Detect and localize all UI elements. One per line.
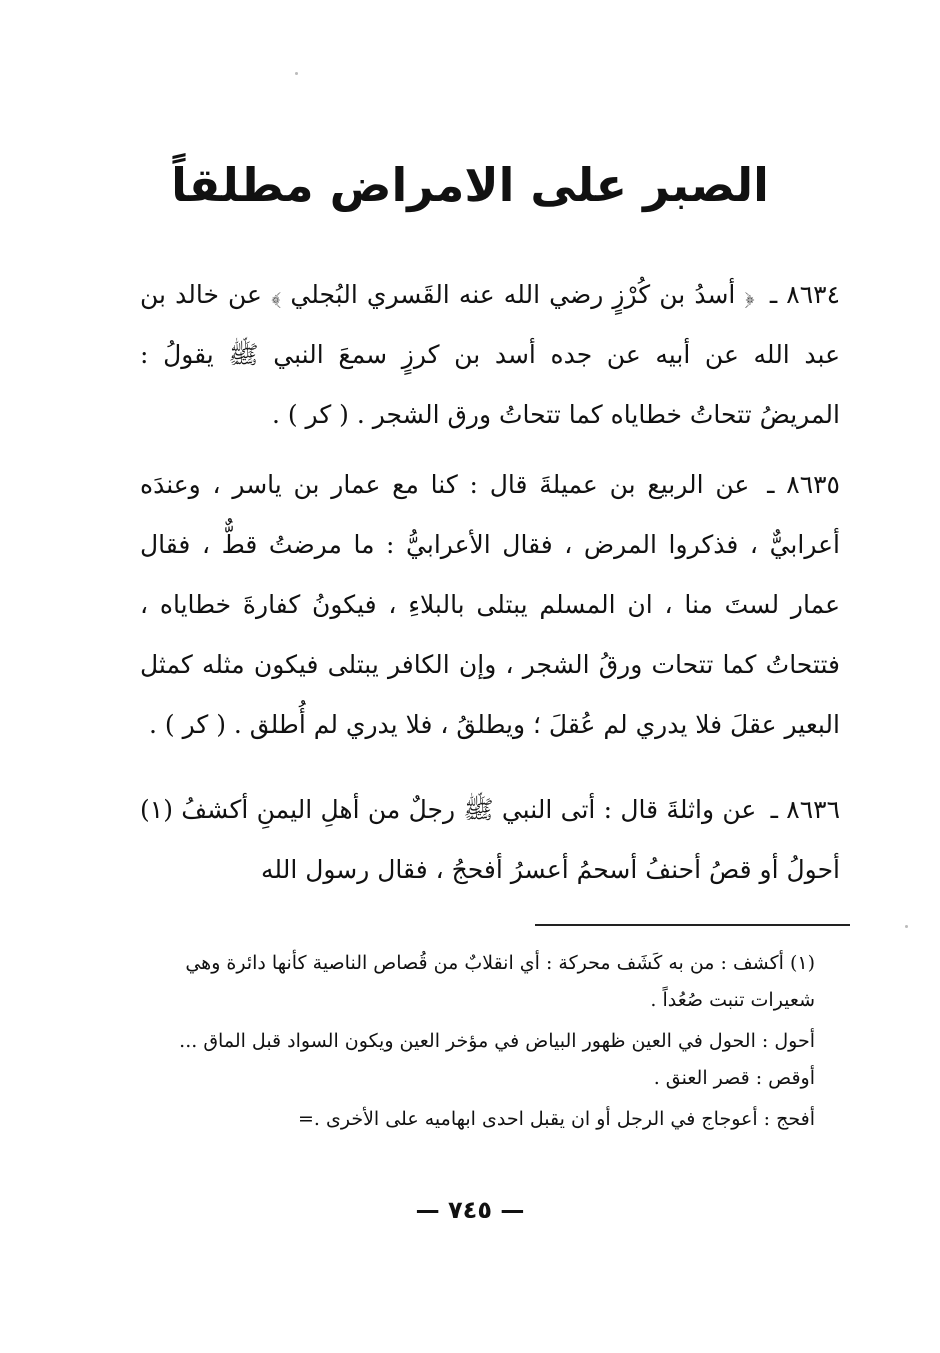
hadith-8635 [140, 455, 840, 755]
footnote-divider [535, 924, 850, 926]
scan-speck [905, 925, 908, 928]
footnote: أفحج : أعوجاج في الرجل أو ان يقبل احدى ابهاميه على الأخرى .= [297, 1108, 815, 1130]
hadith-number: ٨٦٣٤ ـ [769, 280, 841, 309]
hadith-text: عن الربيع بن عميلةَ قال : كنا مع عمار بن ياسر ، وعندَه أعرابيٌّ ، فذكروا المرض ، فقال الأعرابيُّ : ما مرضتُ قطٌّ ، فقال عمار لستَ منا ، ان المسلم يبتلى بالبلاءِ ، فيكونُ كفارةَ خطاياه ، فتتحاتُ كما تتحات ورقُ الشجر ، وإن الكافر يبتلى فيكون مثله كمثل البعير عقلَ فلا يدري لم عُقلَ ؛ ويطلقُ ، فلا يدري لم أُطلق . ( كر ) . [140, 470, 840, 739]
footnotes [150, 945, 815, 1142]
hadith-8636 [140, 780, 840, 900]
scan-speck [295, 72, 298, 75]
hadith-text: عن واثلةَ قال : أتى النبي ﷺ رجلٌ من أهلِ اليمنِ أكشفُ (١) أحولُ أو قصُ أحنفُ أسحمُ أعسرُ أفحجُ ، فقال رسول الله [140, 795, 840, 884]
hadith-number: ٨٦٣٥ ـ [767, 470, 840, 499]
chapter-title: الصبر على الامراض مطلقاً [171, 158, 769, 212]
hadith-8634 [140, 265, 840, 445]
footnote: أحول : الحول في العين ظهور البياض في مؤخر العين ويكون السواد قبل الماق ... أوقص : قصر العنق . [179, 1030, 815, 1089]
footnote: (١) أكشف : من به كَشَف محركة : أي انقلابٌ من قُصاص الناصية كأنها دائرة وهي شعيرات تنبت صُعُداً . [185, 952, 815, 1011]
hadith-text: ﴿ أسدُ بن كُرْزٍ رضي الله عنه القَسري البُجلي ﴾ عن خالد بن عبد الله عن أبيه عن جده أسد بن كرزٍ سمعَ النبي ﷺ يقولُ : المريضُ تتحاتُ خطاياه كما تتحاتُ ورق الشجر . ( كر ) . [140, 280, 840, 429]
page-number: — ٧٤٥ — [415, 1196, 525, 1224]
hadith-number: ٨٦٣٦ ـ [770, 795, 841, 824]
